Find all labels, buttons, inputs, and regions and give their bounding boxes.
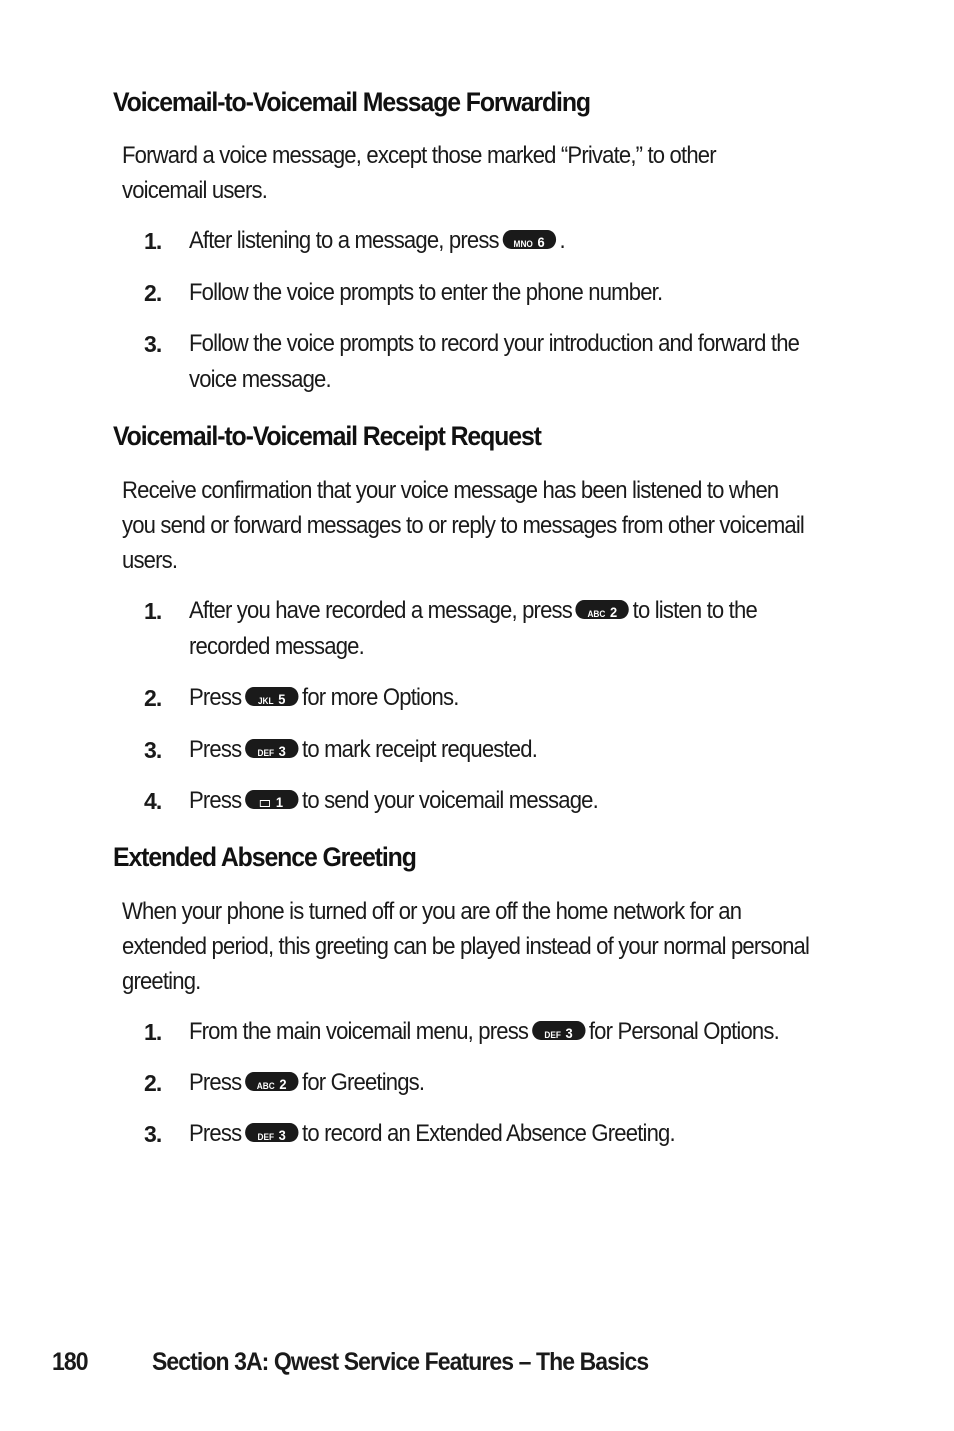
step-text-before: Press (189, 1069, 242, 1096)
footer-section-title: Section 3A: Qwest Service Features – The Basics (152, 1348, 649, 1376)
step-text (189, 732, 537, 768)
step-number: 2. (144, 685, 162, 711)
section-heading-message-forwarding: Voicemail-to-Voicemail Message Forwarding (113, 87, 590, 117)
step-text: Follow the voice prompts to enter the phone number. (189, 279, 663, 306)
step-number: 1. (144, 228, 162, 254)
section-heading-extended-absence: Extended Absence Greeting (113, 842, 416, 872)
step-number: 1. (144, 1019, 162, 1045)
para-line: users. (122, 547, 178, 574)
key-letters: MNO (513, 239, 533, 250)
key-digit: 3 (278, 743, 286, 760)
step-text-after: for Personal Options. (588, 1018, 779, 1045)
para-line: Forward a voice message, except those marked “Private,” to other (122, 142, 716, 169)
section-heading-receipt-request: Voicemail-to-Voicemail Receipt Request (113, 421, 541, 451)
step-text-after: to send your voicemail message. (302, 787, 598, 814)
step-text-before: After you have recorded a message, press (189, 597, 572, 624)
page-number: 180 (52, 1348, 88, 1376)
key-digit: 6 (537, 234, 545, 251)
key-letters: ABC (256, 1081, 275, 1092)
step-text-before: From the main voicemail menu, press (189, 1018, 529, 1045)
step-number: 3. (144, 1121, 162, 1147)
para-line: extended period, this greeting can be played instead of your normal personal (122, 933, 810, 960)
phone-key-3 (245, 1123, 298, 1142)
step-text-before: Press (189, 787, 242, 814)
step-text (189, 326, 799, 398)
step-number: 4. (144, 788, 162, 814)
step-text-after: . (559, 227, 565, 254)
step-text-after: to listen to the (632, 597, 757, 624)
phone-key-1 (245, 790, 298, 809)
step-number: 2. (144, 1070, 162, 1096)
phone-key-6 (502, 230, 555, 249)
step-text (189, 680, 459, 716)
step-text (189, 1116, 675, 1152)
step-number: 2. (144, 280, 162, 306)
key-digit: 1 (275, 794, 284, 811)
phone-key-2 (245, 1072, 298, 1091)
step-number: 3. (144, 737, 162, 763)
step-text-before: Press (189, 1120, 242, 1147)
phone-key-2 (576, 600, 629, 619)
para-line: When your phone is turned off or you are off the home network for an (122, 898, 742, 925)
key-letters: DEF (257, 1132, 275, 1143)
key-digit: 3 (278, 1127, 286, 1144)
step-text (189, 783, 598, 819)
step-text-line: Follow the voice prompts to record your introduction and forward the (189, 330, 800, 357)
step-text (189, 1014, 779, 1050)
key-letters: JKL (257, 696, 274, 707)
step-text-before: Press (189, 736, 242, 763)
step-text-after: to record an Extended Absence Greeting. (302, 1120, 675, 1147)
step-text-line: voice message. (189, 366, 331, 393)
step-text-line: recorded message. (189, 633, 364, 660)
envelope-icon (260, 800, 270, 807)
section-description (122, 894, 858, 999)
para-line: greeting. (122, 968, 201, 995)
step-number: 1. (144, 598, 162, 624)
step-text-after: for more Options. (302, 684, 459, 711)
key-digit: 3 (565, 1025, 573, 1042)
para-line: voicemail users. (122, 177, 268, 204)
step-text-after: to mark receipt requested. (302, 736, 538, 763)
section-description (122, 138, 858, 208)
phone-key-3 (532, 1021, 585, 1040)
key-letters: DEF (257, 748, 275, 759)
phone-key-5 (245, 687, 298, 706)
section-description (122, 473, 858, 578)
phone-key-3 (245, 739, 298, 758)
step-text (189, 1065, 424, 1101)
step-text-after: for Greetings. (302, 1069, 425, 1096)
key-digit: 2 (609, 604, 618, 621)
key-letters: ABC (587, 609, 606, 620)
para-line: Receive confirmation that your voice message has been listened to when (122, 477, 779, 504)
step-number: 3. (144, 331, 162, 357)
key-digit: 2 (279, 1076, 287, 1093)
key-letters: DEF (544, 1030, 561, 1041)
step-text (189, 593, 757, 665)
step-text-before: Press (189, 684, 242, 711)
step-text (189, 223, 565, 259)
para-line: you send or forward messages to or reply to messages from other voicemail (122, 512, 805, 539)
key-digit: 5 (278, 691, 286, 708)
step-text-before: After listening to a message, press (189, 227, 499, 254)
